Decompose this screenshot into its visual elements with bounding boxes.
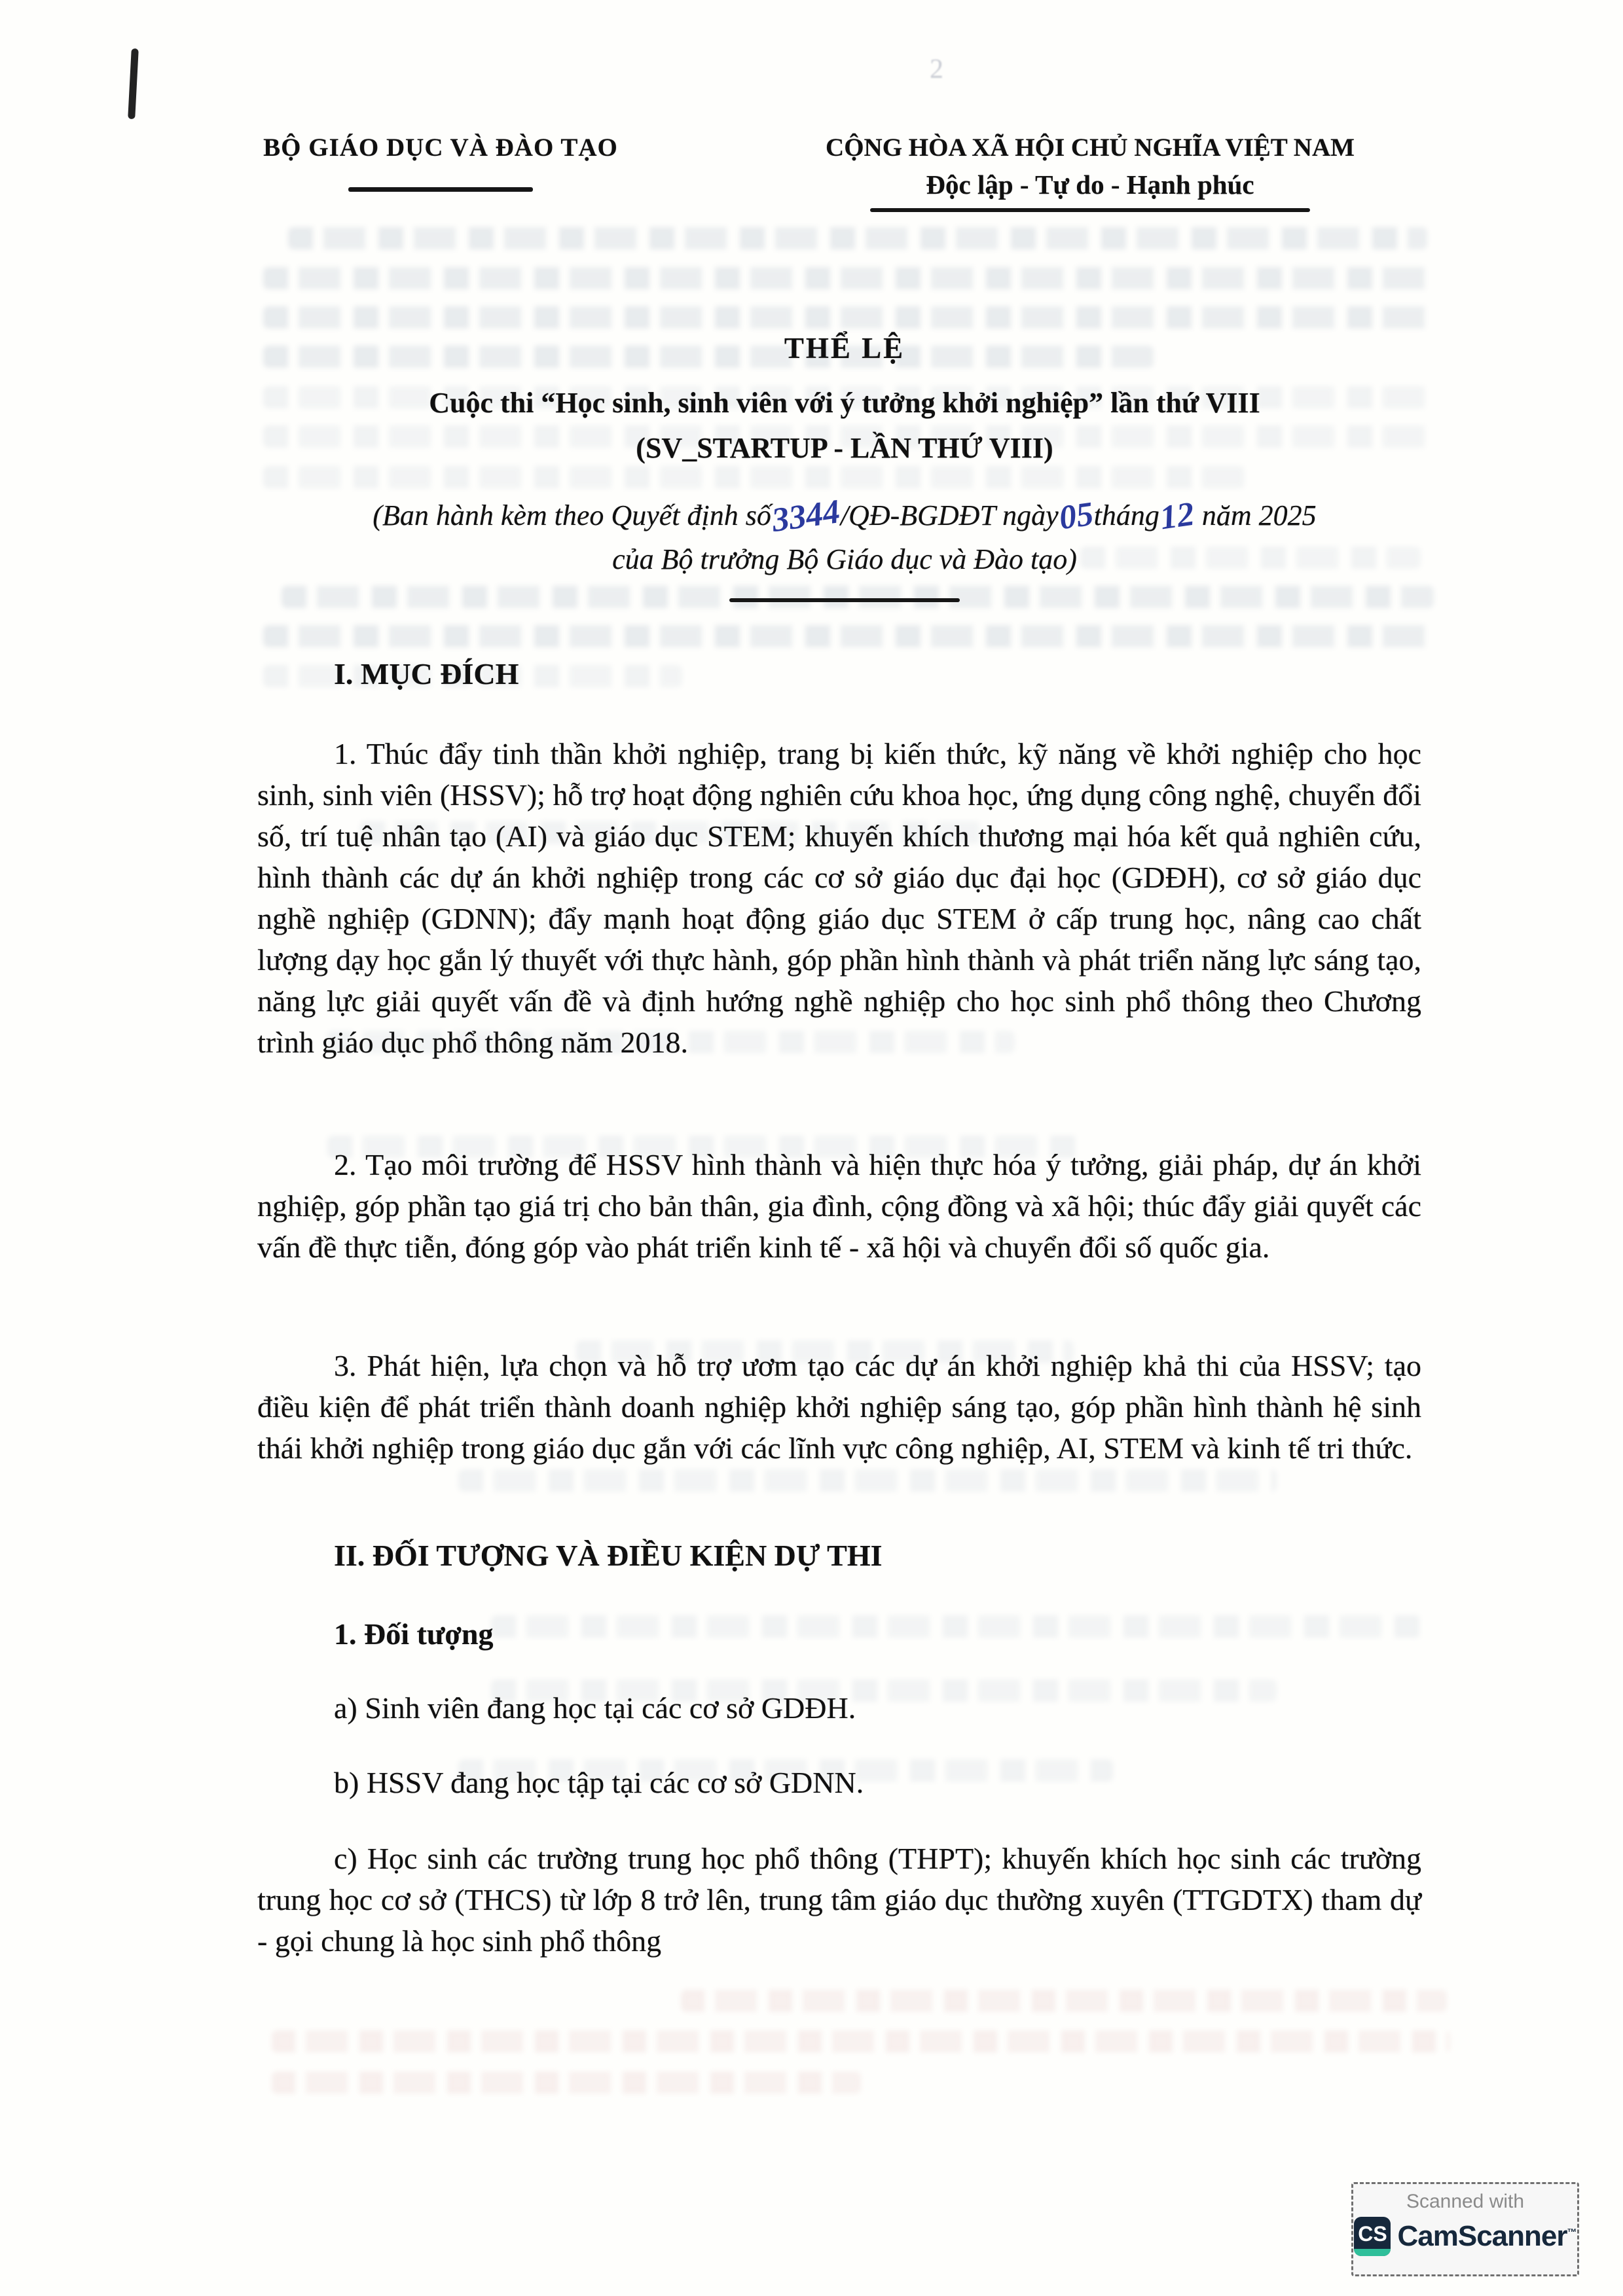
trademark-symbol: ™ — [1567, 2227, 1577, 2238]
section-heading-muc-dich: I. MỤC ĐÍCH — [334, 657, 519, 691]
issuing-ministry-name: BỘ GIÁO DỤC VÀ ĐÀO TẠO — [263, 134, 618, 162]
purpose-paragraph-3: 3. Phát hiện, lựa chọn và hỗ trợ ươm tạo các dự án khởi nghiệp khả thi của HSSV; tạo điều kiện để phát triển thành doanh nghiệp khởi nghiệp sáng tạo, góp phần hình thành hệ sinh thái khởi nghiệp trong giáo dục gắn với các lĩnh vực công nghiệp, AI, STEM và kinh tế tri thức. — [257, 1349, 1421, 1465]
subsection-heading-doi-tuong: 1. Đối tượng — [334, 1617, 494, 1651]
eligibility-item-b: b) HSSV đang học tập tại các cơ sở GDNN. — [334, 1766, 864, 1799]
camscanner-wordmark: CamScanner — [1397, 2220, 1567, 2252]
bleedthrough-ghost-line — [458, 1469, 1277, 1492]
contest-code: (SV_STARTUP - LẦN THỨ VIII) — [636, 432, 1053, 464]
issuance-after-number: /QĐ-BGDĐT ngày — [840, 499, 1059, 531]
purpose-paragraph-1: 1. Thúc đẩy tinh thần khởi nghiệp, trang bị kiến thức, kỹ năng về khởi nghiệp cho học sinh, sinh viên (HSSV); hỗ trợ hoạt động nghiên cứu khoa học, ứng dụng công nghệ, chuyển đổi số, trí tuệ nhân tạo (AI) và giáo dục STEM; khuyến khích thương mại hóa kết quả nghiên cứu, hình thành các dự án khởi nghiệp trong các cơ sở giáo dục đại học (GDĐH), cơ sở giáo dục nghề nghiệp (GDNN); đẩy mạnh hoạt động giáo dục STEM ở cấp trung học, nâng cao chất lượng dạy học gắn lý thuyết với thực hành, góp phần hình thành và phát triển năng lực sáng tạo, năng lực giải quyết vấn đề và định hướng nghề nghiệp cho học sinh phổ thông theo Chương trình giáo dục phổ thông năm 2018. — [257, 737, 1421, 1059]
bleedthrough-ghost-line — [272, 2030, 1450, 2053]
issuance-prefix: (Ban hành kèm theo Quyết định số — [373, 499, 771, 531]
issuance-note-line2: của Bộ trưởng Bộ Giáo dục và Đào tạo) — [612, 543, 1077, 575]
camscanner-logo-icon — [1354, 2217, 1391, 2256]
camscanner-watermark — [1351, 2182, 1579, 2276]
eligibility-item-a: a) Sinh viên đang học tại các cơ sở GDĐH. — [334, 1691, 856, 1725]
issuance-year: năm 2025 — [1194, 499, 1317, 531]
national-title: CỘNG HÒA XÃ HỘI CHỦ NGHĨA VIỆT NAM — [826, 134, 1355, 162]
page-number-ghost: 2 — [930, 54, 943, 84]
issuance-note-line1 — [223, 493, 1467, 539]
issuance-word-month: tháng — [1093, 499, 1159, 531]
bleedthrough-ghost-line — [681, 1990, 1447, 2012]
camscanner-brand-row — [1353, 2217, 1577, 2256]
camscanner-icon-letters: CS — [1358, 2221, 1387, 2246]
camscanner-icon-teal-bar — [1354, 2249, 1391, 2256]
scanned-with-label: Scanned with — [1406, 2191, 1525, 2212]
issuing-agency-block — [257, 133, 624, 212]
section-heading-doi-tuong: II. ĐỐI TƯỢNG VÀ ĐIỀU KIỆN DỰ THI — [334, 1539, 883, 1572]
handwritten-decision-number: 3344 — [769, 493, 843, 539]
national-header-block — [742, 133, 1438, 212]
pen-stroke-mark — [128, 48, 139, 119]
motto-underline — [870, 208, 1310, 212]
national-motto: Độc lập - Tự do - Hạnh phúc — [926, 170, 1254, 200]
title-separator-line — [729, 598, 960, 602]
bleedthrough-ghost-line — [272, 2072, 861, 2094]
bleedthrough-ghost-line — [263, 267, 1435, 289]
eligibility-item-c: c) Học sinh các trường trung học phổ thông (THPT); khuyến khích học sinh các trường trung học cơ sở (THCS) từ lớp 8 trở lên, trung tâm giáo dục thường xuyên (TTGDTX) tham dự - gọi chung là học sinh phổ thông — [257, 1842, 1421, 1958]
bleedthrough-ghost-line — [263, 625, 1435, 647]
camscanner-brand-name — [1397, 2220, 1576, 2253]
handwritten-month: 12 — [1158, 495, 1197, 537]
bleedthrough-ghost-line — [491, 1615, 1421, 1638]
ministry-underline — [348, 187, 533, 192]
document-header — [257, 133, 1438, 212]
document-type-title: THỂ LỆ — [784, 332, 905, 365]
purpose-paragraph-2: 2. Tạo môi trường để HSSV hình thành và hiện thực hóa ý tưởng, giải pháp, dự án khởi nghiệp, góp phần tạo giá trị cho bản thân, gia đình, cộng đồng và xã hội; thúc đẩy giải quyết các vấn đề thực tiễn, đóng góp vào phát triển kinh tế - xã hội và chuyển đổi số quốc gia. — [257, 1148, 1421, 1264]
title-block — [223, 331, 1467, 602]
handwritten-day: 05 — [1056, 495, 1096, 537]
bleedthrough-ghost-line — [288, 227, 1427, 249]
bleedthrough-ghost-line — [263, 306, 1435, 329]
contest-name: Cuộc thi “Học sinh, sinh viên với ý tưởng khởi nghiệp” lần thứ VIII — [429, 387, 1260, 419]
